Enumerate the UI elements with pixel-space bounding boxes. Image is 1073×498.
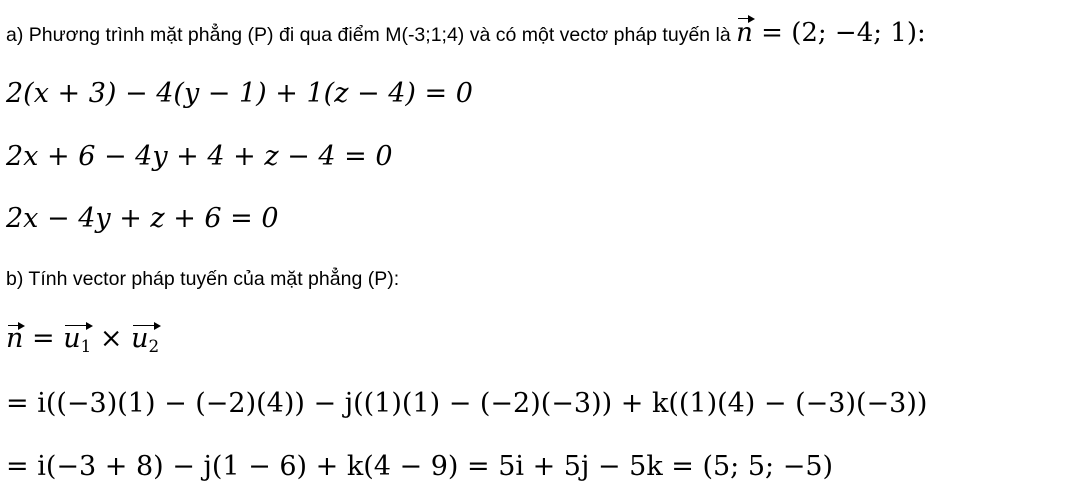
- vector-arrow-icon: [738, 15, 755, 21]
- vector-u2-symbol: $u_2$: [131, 323, 160, 357]
- cross-times: ×: [99, 323, 132, 354]
- equation-2: 2x + 6 − 4y + 4 + z − 4 = 0: [6, 141, 393, 172]
- part-a-heading: [6, 18, 926, 48]
- cross-equals: =: [31, 323, 64, 354]
- equation-line-3: [6, 205, 279, 232]
- cross-product-line: [6, 325, 159, 355]
- equation-1: 2(x + 3) − 4(y − 1) + 1(z − 4) = 0: [6, 78, 473, 109]
- part-a-heading-text: a) Phương trình mặt phẳng (P) đi qua điểm M(-3;1;4) và có một vectơ pháp tuyến là: [6, 24, 731, 46]
- equation-line-1: [6, 80, 473, 107]
- equation-line-2: [6, 143, 393, 170]
- vector-u1-symbol: $u_1$: [63, 323, 92, 357]
- equation-3: 2x − 4y + z + 6 = 0: [6, 203, 279, 234]
- vector-arrow-icon: [8, 322, 25, 328]
- part-b-heading-text: b) Tính vector pháp tuyến của mặt phẳng (P):: [6, 268, 400, 290]
- part-b-heading: [6, 268, 399, 291]
- result-line: [6, 453, 833, 480]
- normal-vector-expression: [736, 18, 926, 48]
- normal-vector-value: = (2; −4; 1):: [761, 18, 926, 48]
- vector-arrow-icon: [133, 322, 161, 328]
- vector-arrow-icon: [65, 322, 93, 328]
- cross-product-expansion: = i((−3)(1) − (−2)(4)) − j((1)(1) − (−2)(−3)) + k((1)(4) − (−3)(−3)): [6, 388, 928, 419]
- vector-n-symbol-b: n: [6, 323, 24, 354]
- cross-product-result: = i(−3 + 8) − j(1 − 6) + k(4 − 9) = 5i + 5j − 5k = (5; 5; −5): [6, 451, 834, 482]
- expansion-line: [6, 390, 927, 417]
- vector-n-symbol: n: [736, 18, 753, 48]
